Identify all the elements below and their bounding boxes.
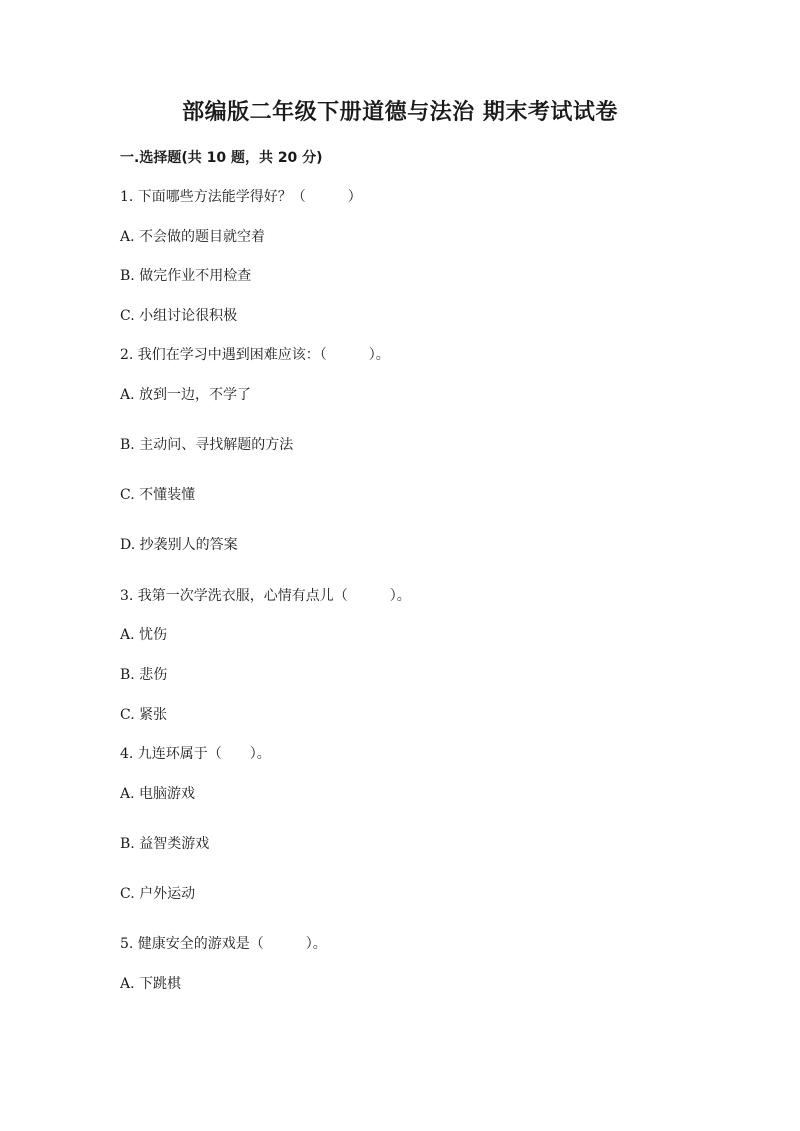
- option-c: C. 小组讨论很积极: [120, 308, 238, 324]
- exam-title: 部编版二年级下册道德与法治 期末考试试卷: [182, 100, 618, 125]
- option-a: A. 放到一边，不学了: [120, 387, 252, 403]
- question-stem: 1. 下面哪些方法能学得好？（ ）: [120, 189, 362, 205]
- section-heading: 一.选择题(共 10 题，共 20 分): [120, 150, 323, 166]
- option-d: D. 抄袭别人的答案: [120, 537, 238, 553]
- option-a: A. 忧伤: [120, 627, 168, 643]
- option-a: A. 不会做的题目就空着: [120, 229, 266, 245]
- option-a: A. 电脑游戏: [120, 786, 196, 802]
- option-b: B. 悲伤: [120, 667, 168, 683]
- option-a: A. 下跳棋: [120, 976, 182, 992]
- option-c: C. 紧张: [120, 707, 168, 723]
- option-b: B. 做完作业不用检查: [120, 268, 252, 284]
- question-stem: 2. 我们在学习中遇到困难应该：（ ）。: [120, 347, 390, 363]
- option-b: B. 益智类游戏: [120, 836, 210, 852]
- option-c: C. 户外运动: [120, 886, 196, 902]
- question-stem: 4. 九连环属于（ ）。: [120, 746, 271, 762]
- question-stem: 5. 健康安全的游戏是（ ）。: [120, 936, 327, 952]
- question-stem: 3. 我第一次学洗衣服，心情有点儿（ ）。: [120, 588, 411, 604]
- option-b: B. 主动问、寻找解题的方法: [120, 437, 294, 453]
- option-c: C. 不懂装懂: [120, 487, 196, 503]
